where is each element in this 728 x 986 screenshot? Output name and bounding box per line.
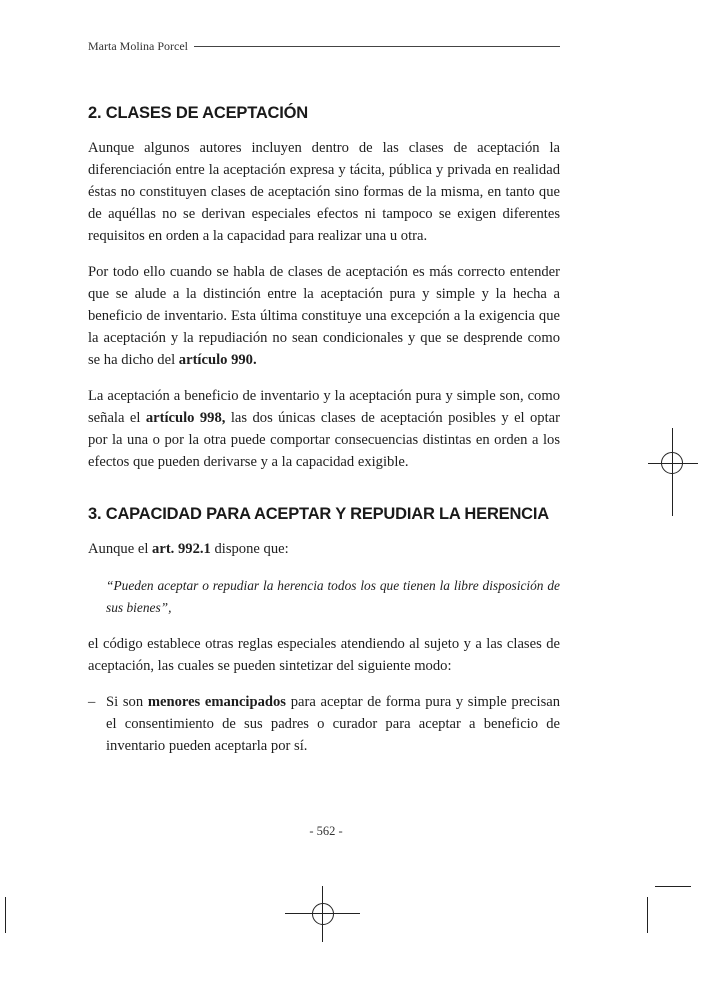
legal-quote: “Pueden aceptar o repudiar la herencia todos los que tienen la libre disposición de sus bienes”,	[106, 578, 560, 615]
section-2-paragraph-1: Aunque algunos autores incluyen dentro de las clases de aceptación la diferenciación entre la aceptación expresa y tácita, pública y privada en realidad éstas no constituyen clases de aceptación sino formas de la misma, en tanto que de aquéllas no se derivan especiales efectos ni tampoco se exigen diferentes requisitos en orden a la capacidad para realizar una u otra.	[88, 140, 560, 244]
list-item-text	[106, 691, 560, 757]
header-rule	[194, 46, 560, 47]
paragraph-3-pre: La aceptación a beneficio de inventario y la aceptación pura y simple son, como señala el	[88, 388, 560, 426]
article-990-ref: artículo 990.	[178, 352, 257, 368]
running-header	[88, 38, 560, 54]
section-2-title: 2. CLASES DE ACEPTACIÓN	[88, 104, 309, 122]
bullet-dash: –	[88, 694, 96, 710]
page-number: - 562 -	[309, 824, 343, 838]
right-crosshair-circle	[661, 452, 683, 474]
section-2-paragraph-3	[88, 385, 560, 473]
bullet-pre: Si son	[106, 694, 144, 710]
menores-emancipados-term: menores emancipados	[147, 694, 286, 710]
intro-post: dispone que:	[214, 541, 289, 557]
paragraph-2-text: Por todo ello cuando se habla de clases de aceptación es más correcto entender que se alude a la distinción entre la aceptación pura y simple y la hecha a beneficio de inventario. Esta última constituye una excepción a la exigencia que la aceptación y la repudiación no sean condicionales y que se desprende como se ha dicho del	[88, 264, 560, 368]
section-3-paragraph: el código establece otras reglas especiales atendiendo al sujeto y a las clases de aceptación, las cuales se pueden sintetizar del siguiente modo:	[88, 636, 560, 674]
left-crop-mark	[5, 897, 6, 933]
paragraph-3-post: las dos únicas clases de aceptación posibles y el optar por la una o por la otra puede comportar consecuencias distintas en orden a los efectos que pueden derivarse y a la capacidad exigible.	[88, 410, 560, 470]
bullet-post: para aceptar de forma pura y simple precisan el consentimiento de sus padres o curador para aceptar a beneficio de inventario pueden aceptarla por sí.	[106, 694, 561, 754]
intro-pre: Aunque el	[88, 541, 149, 557]
page-body	[88, 104, 560, 757]
article-998-ref: artículo 998,	[145, 410, 226, 426]
bottom-crosshair-circle	[312, 903, 334, 925]
section-2-paragraph-2	[88, 261, 560, 371]
section-3-intro	[88, 538, 560, 560]
right-crop-mark	[647, 897, 648, 933]
header-author: Marta Molina Porcel	[88, 38, 188, 53]
art-992-ref: art. 992.1	[152, 541, 211, 557]
bottom-right-crop-mark	[655, 886, 691, 887]
section-3-title: 3. CAPACIDAD PARA ACEPTAR Y REPUDIAR LA HERENCIA	[88, 505, 549, 523]
list-item	[88, 691, 560, 757]
